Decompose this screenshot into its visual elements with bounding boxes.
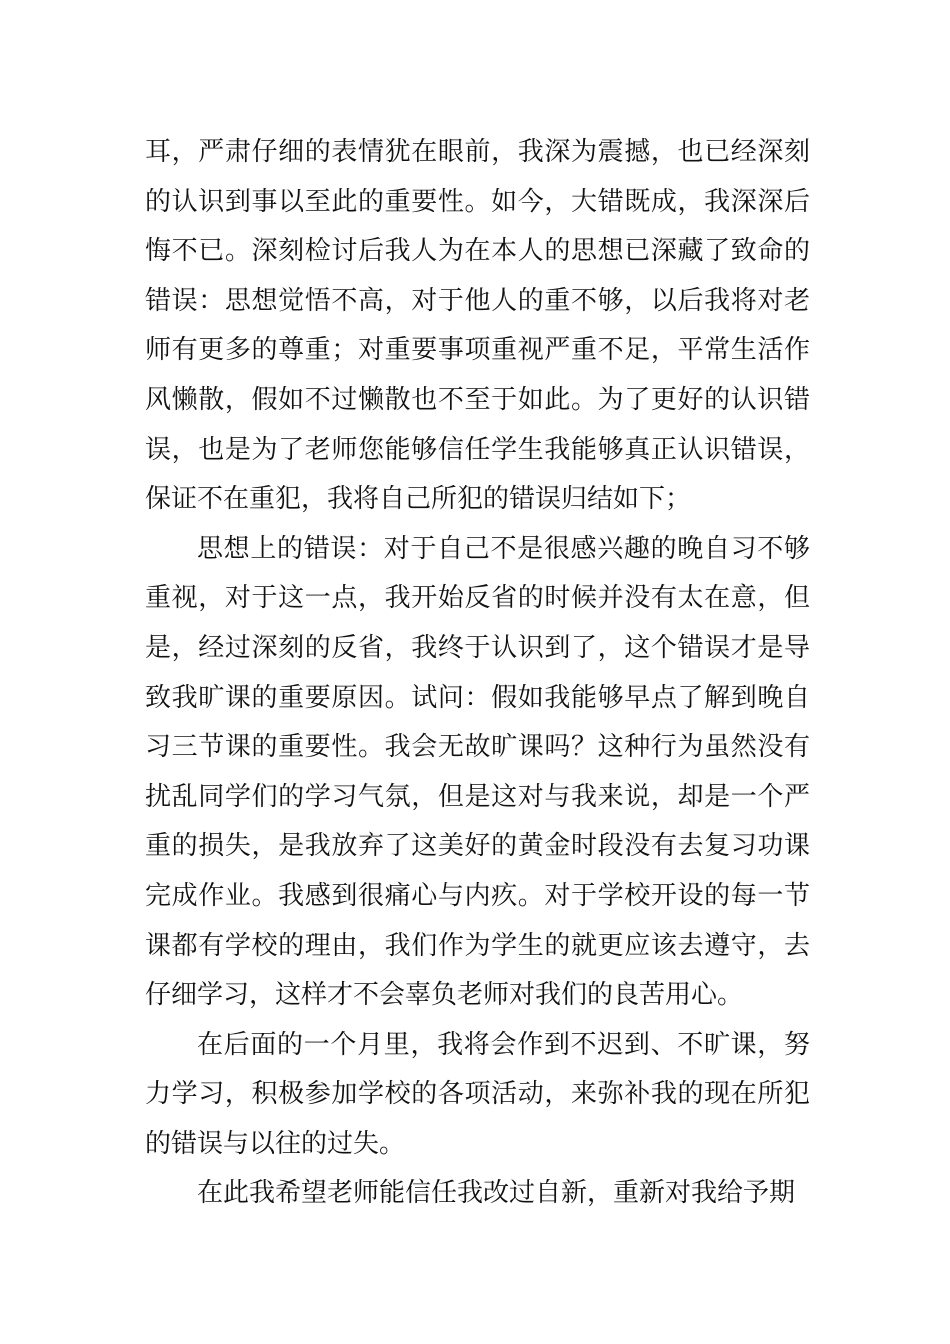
paragraph-1: 耳，严肃仔细的表情犹在眼前，我深为震撼，也已经深刻的认识到事以至此的重要性。如今，大错既成，我深深后悔不已。深刻检讨后我人为在本人的思想已深藏了致命的错误：思想觉悟不高，对于他人的重不够，以后我将对老师有更多的尊重；对重要事项重视严重不足，平常生活作风懒散，假如不过懒散也不至于如此。为了更好的认识错误，也是为了老师您能够信任学生我能够真正认识错误，保证不在重犯，我将自己所犯的错误归结如下； — [145, 137, 810, 515]
paragraph-3: 在后面的一个月里，我将会作到不迟到、不旷课，努力学习，积极参加学校的各项活动，来弥补我的现在所犯的错误与以往的过失。 — [145, 1029, 810, 1159]
paragraph-2: 思想上的错误：对于自己不是很感兴趣的晚自习不够重视，对于这一点，我开始反省的时候并没有太在意，但是，经过深刻的反省，我终于认识到了，这个错误才是导致我旷课的重要原因。试问：假如我能够早点了解到晚自习三节课的重要性。我会无故旷课吗？这种行为虽然没有扰乱同学们的学习气氛，但是这对与我来说，却是一个严重的损失，是我放弃了这美好的黄金时段没有去复习功课完成作业。我感到很痛心与内疚。对于学校开设的每一节课都有学校的理由，我们作为学生的就更应该去遵守，去仔细学习，这样才不会辜负老师对我们的良苦用心。 — [145, 533, 810, 1011]
paragraph-4: 在此我希望老师能信任我改过自新，重新对我给予期 — [197, 1178, 796, 1209]
document-body — [145, 128, 810, 1219]
